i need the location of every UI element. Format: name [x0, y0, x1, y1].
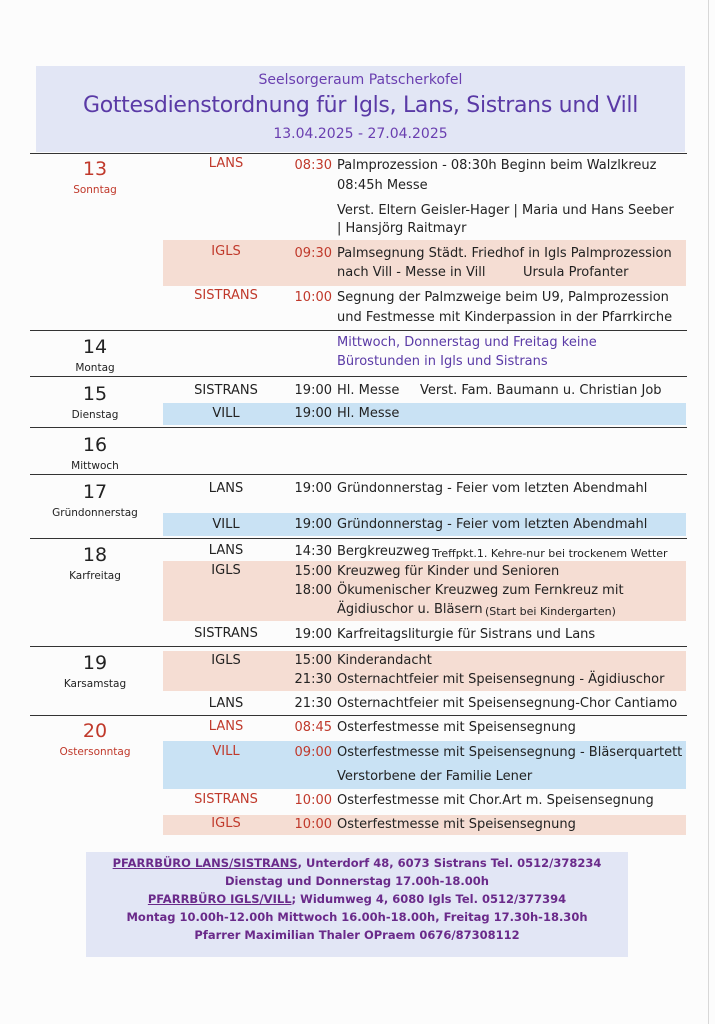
entry-time: 08:30	[294, 158, 332, 173]
day-number: 13	[82, 158, 108, 180]
entry-description: nach Vill - Messe in Vill	[337, 265, 486, 280]
header-box	[36, 66, 685, 152]
entry-place: SISTRANS	[194, 792, 258, 807]
day-13	[40, 158, 150, 196]
entry-time: 10:00	[294, 290, 332, 305]
day-15	[40, 383, 150, 421]
day-name: Mittwoch	[71, 460, 119, 472]
entry-time: 15:00	[294, 653, 332, 668]
entry-intention: Verst. Eltern Geisler-Hager | Maria und Hans Seeber	[337, 203, 674, 218]
entry-description: Osterfestmesse mit Chor.Art m. Speisensegnung	[337, 793, 654, 808]
entry-place: SISTRANS	[194, 626, 258, 641]
entry-note: Treffpkt.1. Kehre-nur bei trockenem Wetter	[432, 547, 668, 560]
entry-description: Kinderandacht	[337, 653, 432, 668]
entry-description: Osternachtfeier mit Speisensegnung - Ägidiuschor	[337, 672, 665, 687]
day-number: 17	[82, 481, 108, 503]
entry-intention: | Hansjörg Raitmayr	[337, 221, 467, 236]
entry-time: 19:00	[294, 627, 332, 642]
notice-text: Mittwoch, Donnerstag und Freitag keine	[337, 335, 597, 350]
day-name: Karfreitag	[69, 570, 121, 582]
entry-description: Ägidiuschor u. Bläsern	[337, 602, 483, 617]
day-name: Gründonnerstag	[52, 507, 138, 519]
entry-description: Osterfestmesse mit Speisensegnung	[337, 817, 576, 832]
entry-place: VILL	[212, 517, 240, 532]
entry-time: 19:00	[294, 481, 332, 496]
divider	[30, 715, 687, 716]
page-title: Gottesdienstordnung für Igls, Lans, Sistrans und Vill	[82, 93, 639, 118]
day-number: 16	[82, 434, 108, 456]
day-number: 18	[82, 544, 108, 566]
day-number: 20	[82, 720, 108, 742]
entry-place: LANS	[208, 481, 244, 496]
footer-line	[86, 890, 628, 908]
entry-place: LANS	[208, 543, 244, 558]
page-edge	[708, 0, 709, 1024]
entry-description: Hl. Messe	[337, 406, 400, 421]
entry-time: 21:30	[294, 696, 332, 711]
entry-description: 08:45h Messe	[337, 178, 428, 193]
entry-place: LANS	[208, 156, 244, 171]
entry-time: 18:00	[294, 583, 332, 598]
day-number: 14	[82, 336, 108, 358]
entry-description: Osterfestmesse mit Speisensegnung	[337, 720, 576, 735]
divider	[30, 376, 687, 377]
entry-place: VILL	[212, 406, 240, 421]
office-name: PFARRBÜRO IGLS/VILL	[147, 892, 292, 906]
pastor-contact: Pfarrer Maximilian Thaler OPraem 0676/87308112	[194, 928, 520, 942]
day-19	[40, 652, 150, 690]
divider	[30, 474, 687, 475]
office-hours: Dienstag und Donnerstag 17.00h-18.00h	[225, 874, 489, 888]
entry-description: Gründonnerstag - Feier vom letzten Abendmahl	[337, 481, 648, 496]
entry-description: Bergkreuzweg	[337, 544, 430, 559]
day-name: Ostersonntag	[59, 746, 131, 758]
entry-description: Gründonnerstag - Feier vom letzten Abendmahl	[337, 517, 648, 532]
entry-description: Karfreitagsliturgie für Sistrans und Lans	[337, 627, 596, 642]
entry-time: 09:00	[294, 745, 332, 760]
office-address: ; Widumweg 4, 6080 Igls Tel. 0512/377394	[291, 892, 567, 906]
divider	[30, 538, 687, 539]
office-address: , Unterdorf 48, 6073 Sistrans Tel. 0512/378234	[297, 856, 602, 870]
day-name: Sonntag	[73, 184, 117, 196]
office-name: PFARRBÜRO LANS/SISTRANS	[112, 856, 298, 870]
entry-place: IGLS	[211, 653, 241, 668]
divider	[30, 646, 687, 647]
divider	[30, 153, 687, 154]
entry-time: 10:00	[294, 793, 332, 808]
entry-place: LANS	[208, 696, 244, 711]
entry-time: 09:30	[294, 246, 332, 261]
entry-description: Kreuzweg für Kinder und Senioren	[337, 564, 560, 579]
entry-description: Osternachtfeier mit Speisensegnung-Chor Cantiamo	[337, 696, 678, 711]
entry-description: Palmsegnung Städt. Friedhof in Igls Palmprozession	[337, 246, 672, 261]
day-number: 15	[82, 383, 108, 405]
entry-description: Segnung der Palmzweige beim U9, Palmprozession	[337, 290, 669, 305]
entry-intention: Verstorbene der Familie Lener	[337, 769, 533, 784]
entry-place: SISTRANS	[194, 383, 258, 398]
entry-description: Ökumenischer Kreuzweg zum Fernkreuz mit	[337, 583, 624, 598]
footer-line	[86, 854, 628, 872]
entry-place: VILL	[212, 744, 240, 759]
office-hours: Montag 10.00h-12.00h Mittwoch 16.00h-18.00h, Freitag 17.30h-18.30h	[126, 910, 588, 924]
divider	[30, 427, 687, 428]
entry-description: Hl. Messe	[337, 383, 400, 398]
day-number: 19	[82, 652, 108, 674]
entry-place: LANS	[208, 719, 244, 734]
entry-note: (Start bei Kindergarten)	[485, 605, 616, 618]
footer-contact-box	[86, 852, 628, 957]
date-range: 13.04.2025 - 27.04.2025	[273, 126, 448, 142]
entry-description: Palmprozession - 08:30h Beginn beim Walzlkreuz	[337, 158, 657, 173]
entry-time: 19:00	[294, 517, 332, 532]
entry-time: 15:00	[294, 564, 332, 579]
entry-description: Osterfestmesse mit Speisensegnung - Bläserquartett	[337, 745, 683, 760]
day-name: Dienstag	[71, 409, 119, 421]
day-14	[40, 336, 150, 374]
organization-name: Seelsorgeraum Patscherkofel	[258, 72, 463, 88]
entry-time: 08:45	[294, 720, 332, 735]
day-name: Montag	[75, 362, 115, 374]
notice-text: Bürostunden in Igls und Sistrans	[337, 354, 548, 369]
entry-time: 21:30	[294, 672, 332, 687]
entry-time: 14:30	[294, 544, 332, 559]
divider	[30, 330, 687, 331]
day-name: Karsamstag	[63, 678, 127, 690]
entry-place: IGLS	[211, 563, 241, 578]
entry-time: 19:00	[294, 383, 332, 398]
entry-intention: Ursula Profanter	[523, 265, 629, 280]
entry-time: 10:00	[294, 817, 332, 832]
entry-intention: Verst. Fam. Baumann u. Christian Job	[420, 383, 662, 398]
entry-time: 19:00	[294, 406, 332, 421]
day-20	[40, 720, 150, 758]
day-16	[40, 434, 150, 472]
day-18	[40, 544, 150, 582]
entry-place: IGLS	[211, 244, 241, 259]
entry-place: IGLS	[211, 816, 241, 831]
day-17	[40, 481, 150, 519]
entry-description: und Festmesse mit Kinderpassion in der Pfarrkirche	[337, 310, 673, 325]
entry-place: SISTRANS	[194, 288, 258, 303]
